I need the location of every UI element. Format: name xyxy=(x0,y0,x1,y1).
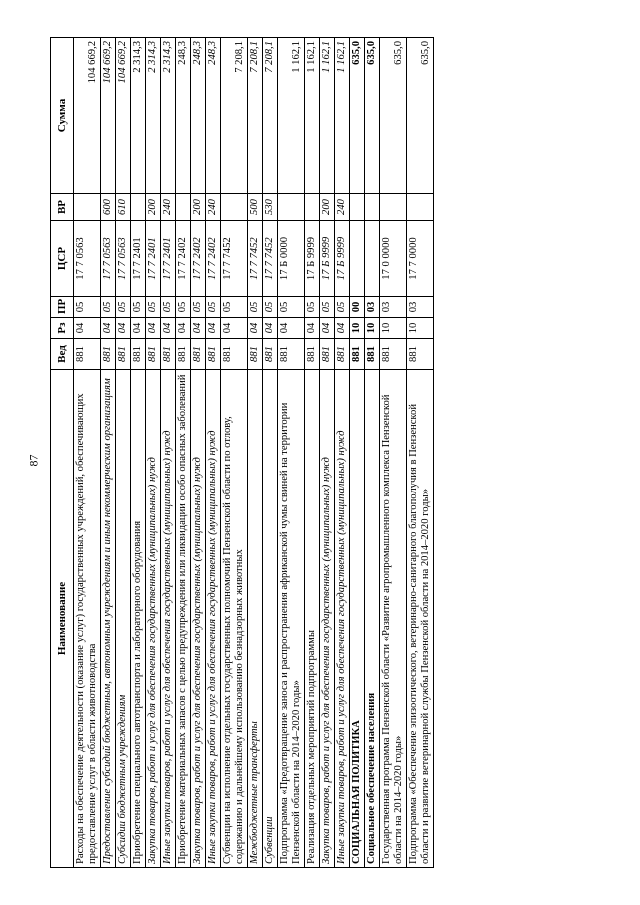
cell-rz: 04 xyxy=(335,318,350,339)
table-row xyxy=(305,38,320,868)
cell-vr xyxy=(74,194,101,221)
cell-vr: 200 xyxy=(191,194,206,221)
cell-csr: 17 Б 9999 xyxy=(320,221,335,297)
cell-rz: 04 xyxy=(101,318,116,339)
header-pr: ПР xyxy=(51,297,74,318)
table-row xyxy=(176,38,191,868)
cell-vr: 200 xyxy=(146,194,161,221)
cell-sum: 104 669,2 xyxy=(74,38,101,194)
cell-vr xyxy=(221,194,248,221)
cell-ved: 881 xyxy=(365,339,380,370)
cell-rz: 04 xyxy=(221,318,248,339)
cell-pr: 03 xyxy=(380,297,407,318)
cell-rz: 10 xyxy=(380,318,407,339)
cell-sum: 635,0 xyxy=(407,38,434,194)
cell-rz: 04 xyxy=(116,318,131,339)
cell-ved: 881 xyxy=(74,339,101,370)
table-row xyxy=(146,38,161,868)
cell-csr xyxy=(365,221,380,297)
cell-vr: 530 xyxy=(263,194,278,221)
page-number: 87 xyxy=(26,454,41,467)
cell-pr: 03 xyxy=(407,297,434,318)
budget-table xyxy=(50,37,434,868)
table-row xyxy=(248,38,263,868)
cell-pr: 05 xyxy=(191,297,206,318)
cell-ved: 881 xyxy=(380,339,407,370)
cell-csr: 17 Б 9999 xyxy=(305,221,320,297)
table-row xyxy=(191,38,206,868)
budget-table-container xyxy=(50,38,595,868)
cell-name: Реализация отдельных мероприятий подпрограммы xyxy=(305,370,320,868)
cell-name: Закупка товаров, работ и услуг для обеспечения государственных (муниципальных) нужд xyxy=(320,370,335,868)
cell-rz: 04 xyxy=(248,318,263,339)
cell-pr: 05 xyxy=(305,297,320,318)
cell-name: Иные закупки товаров, работ и услуг для обеспечения государственных (муниципальных) нужд xyxy=(335,370,350,868)
cell-pr: 05 xyxy=(116,297,131,318)
cell-rz: 10 xyxy=(407,318,434,339)
cell-name: Субвенции xyxy=(263,370,278,868)
cell-pr: 05 xyxy=(221,297,248,318)
cell-csr: 17 Б 9999 xyxy=(335,221,350,297)
cell-vr xyxy=(278,194,305,221)
cell-csr: 17 0 0000 xyxy=(380,221,407,297)
cell-name: Закупка товаров, работ и услуг для обеспечения государственных (муниципальных) нужд xyxy=(146,370,161,868)
table-row xyxy=(365,38,380,868)
cell-sum: 2 314,3 xyxy=(146,38,161,194)
header-vr: ВР xyxy=(51,194,74,221)
cell-rz: 04 xyxy=(320,318,335,339)
cell-pr: 05 xyxy=(131,297,146,318)
cell-rz: 04 xyxy=(305,318,320,339)
table-row xyxy=(320,38,335,868)
cell-ved: 881 xyxy=(305,339,320,370)
cell-vr xyxy=(350,194,365,221)
cell-pr: 05 xyxy=(101,297,116,318)
cell-pr: 05 xyxy=(206,297,221,318)
cell-ved: 881 xyxy=(101,339,116,370)
table-row xyxy=(350,38,365,868)
header-sum: Сумма xyxy=(51,38,74,194)
cell-pr: 05 xyxy=(248,297,263,318)
table-body xyxy=(74,38,434,868)
cell-sum: 2 314,3 xyxy=(131,38,146,194)
header-csr: ЦСР xyxy=(51,221,74,297)
cell-pr: 05 xyxy=(176,297,191,318)
cell-name: Социальное обеспечение населения xyxy=(365,370,380,868)
cell-vr: 240 xyxy=(161,194,176,221)
table-row xyxy=(278,38,305,868)
cell-ved: 881 xyxy=(176,339,191,370)
cell-csr: 17 7 7452 xyxy=(248,221,263,297)
cell-name: Иные закупки товаров, работ и услуг для обеспечения государственных (муниципальных) нужд xyxy=(161,370,176,868)
cell-sum: 1 162,1 xyxy=(335,38,350,194)
cell-rz: 04 xyxy=(278,318,305,339)
cell-ved: 881 xyxy=(146,339,161,370)
cell-rz: 04 xyxy=(131,318,146,339)
cell-sum: 635,0 xyxy=(365,38,380,194)
cell-name: Подпрограмма «Предотвращение заноса и распространения африканской чумы свиней на территории Пензенской области на 2014–2020 годы» xyxy=(278,370,305,868)
cell-rz: 04 xyxy=(74,318,101,339)
cell-csr: 17 7 2402 xyxy=(176,221,191,297)
cell-vr: 240 xyxy=(206,194,221,221)
cell-csr: 17 7 7452 xyxy=(263,221,278,297)
cell-sum: 2 314,3 xyxy=(161,38,176,194)
cell-rz: 10 xyxy=(365,318,380,339)
cell-csr: 17 7 0563 xyxy=(101,221,116,297)
cell-ved: 881 xyxy=(221,339,248,370)
cell-rz: 04 xyxy=(176,318,191,339)
cell-ved: 881 xyxy=(116,339,131,370)
cell-rz: 04 xyxy=(191,318,206,339)
cell-sum: 104 669,2 xyxy=(116,38,131,194)
cell-sum: 7 208,1 xyxy=(221,38,248,194)
cell-pr: 05 xyxy=(320,297,335,318)
cell-sum: 248,3 xyxy=(191,38,206,194)
cell-name: Подпрограмма «Обеспечение эпизоотического, ветеринарно-санитарного благополучия в Пензенской области и развитие ветеринарной службы Пензенской области на 2014–2020 годы» xyxy=(407,370,434,868)
cell-csr: 17 7 0563 xyxy=(116,221,131,297)
cell-sum: 248,3 xyxy=(176,38,191,194)
table-row xyxy=(206,38,221,868)
table-row xyxy=(263,38,278,868)
cell-vr xyxy=(407,194,434,221)
cell-name: Предоставление субсидий бюджетным, автономным учреждениям и иным некоммерческим организациям xyxy=(101,370,116,868)
cell-ved: 881 xyxy=(248,339,263,370)
cell-sum: 7 208,1 xyxy=(263,38,278,194)
cell-name: Субвенции на исполнение отдельных государственных полномочий Пензенской области по отлову, содержанию и дальнейшему использованию безнадзорных животных xyxy=(221,370,248,868)
cell-name: СОЦИАЛЬНАЯ ПОЛИТИКА xyxy=(350,370,365,868)
cell-sum: 635,0 xyxy=(350,38,365,194)
cell-ved: 881 xyxy=(407,339,434,370)
cell-csr: 17 7 2401 xyxy=(161,221,176,297)
cell-sum: 1 162,1 xyxy=(320,38,335,194)
cell-csr: 17 Б 0000 xyxy=(278,221,305,297)
cell-csr: 17 7 0563 xyxy=(74,221,101,297)
cell-csr: 17 7 2402 xyxy=(191,221,206,297)
cell-pr: 05 xyxy=(263,297,278,318)
cell-vr xyxy=(380,194,407,221)
cell-name: Государственная программа Пензенской области «Развитие агропромышленного комплекса Пензенской области на 2014–2020 годы» xyxy=(380,370,407,868)
cell-ved: 881 xyxy=(263,339,278,370)
cell-name: Приобретение специального автотранспорта и лабораторного оборудования xyxy=(131,370,146,868)
table-row xyxy=(131,38,146,868)
cell-rz: 04 xyxy=(206,318,221,339)
table-row xyxy=(221,38,248,868)
cell-vr xyxy=(365,194,380,221)
cell-csr: 17 7 2402 xyxy=(206,221,221,297)
cell-sum: 635,0 xyxy=(380,38,407,194)
cell-vr: 610 xyxy=(116,194,131,221)
cell-vr: 240 xyxy=(335,194,350,221)
cell-pr: 05 xyxy=(161,297,176,318)
table-row xyxy=(380,38,407,868)
header-name: Наименование xyxy=(51,370,74,868)
cell-csr: 17 7 2401 xyxy=(146,221,161,297)
cell-ved: 881 xyxy=(350,339,365,370)
cell-sum: 248,3 xyxy=(206,38,221,194)
cell-vr xyxy=(131,194,146,221)
table-header-row xyxy=(51,38,74,868)
header-ved: Вед xyxy=(51,339,74,370)
cell-ved: 881 xyxy=(131,339,146,370)
cell-sum: 1 162,1 xyxy=(278,38,305,194)
cell-ved: 881 xyxy=(278,339,305,370)
table-row xyxy=(74,38,101,868)
cell-ved: 881 xyxy=(191,339,206,370)
cell-vr: 500 xyxy=(248,194,263,221)
cell-pr: 05 xyxy=(335,297,350,318)
table-row xyxy=(335,38,350,868)
cell-rz: 04 xyxy=(161,318,176,339)
cell-csr: 17 7 2401 xyxy=(131,221,146,297)
cell-name: Приобретение материальных запасов с целью предупреждения или ликвидации особо опасных заболеваний xyxy=(176,370,191,868)
cell-rz: 04 xyxy=(146,318,161,339)
cell-ved: 881 xyxy=(320,339,335,370)
cell-vr xyxy=(176,194,191,221)
table-row xyxy=(407,38,434,868)
cell-csr: 17 7 0000 xyxy=(407,221,434,297)
cell-ved: 881 xyxy=(161,339,176,370)
cell-name: Расходы на обеспечение деятельности (оказание услуг) государственных учреждений, обеспечивающих предоставление услуг в области животноводства xyxy=(74,370,101,868)
cell-sum: 104 669,2 xyxy=(101,38,116,194)
cell-pr: 00 xyxy=(350,297,365,318)
table-row xyxy=(101,38,116,868)
cell-name: Межбюджетные трансферты xyxy=(248,370,263,868)
cell-rz: 10 xyxy=(350,318,365,339)
cell-vr: 200 xyxy=(320,194,335,221)
cell-csr xyxy=(350,221,365,297)
cell-name: Закупка товаров, работ и услуг для обеспечения государственных (муниципальных) нужд xyxy=(191,370,206,868)
cell-name: Субсидии бюджетным учреждениям xyxy=(116,370,131,868)
table-row xyxy=(116,38,131,868)
cell-vr xyxy=(305,194,320,221)
cell-pr: 03 xyxy=(365,297,380,318)
header-rz: Рз xyxy=(51,318,74,339)
cell-vr: 600 xyxy=(101,194,116,221)
cell-pr: 05 xyxy=(278,297,305,318)
cell-sum: 1 162,1 xyxy=(305,38,320,194)
table-row xyxy=(161,38,176,868)
cell-ved: 881 xyxy=(335,339,350,370)
cell-rz: 04 xyxy=(263,318,278,339)
cell-pr: 05 xyxy=(146,297,161,318)
cell-pr: 05 xyxy=(74,297,101,318)
cell-sum: 7 208,1 xyxy=(248,38,263,194)
cell-name: Иные закупки товаров, работ и услуг для обеспечения государственных (муниципальных) нужд xyxy=(206,370,221,868)
cell-csr: 17 7 7452 xyxy=(221,221,248,297)
cell-ved: 881 xyxy=(206,339,221,370)
